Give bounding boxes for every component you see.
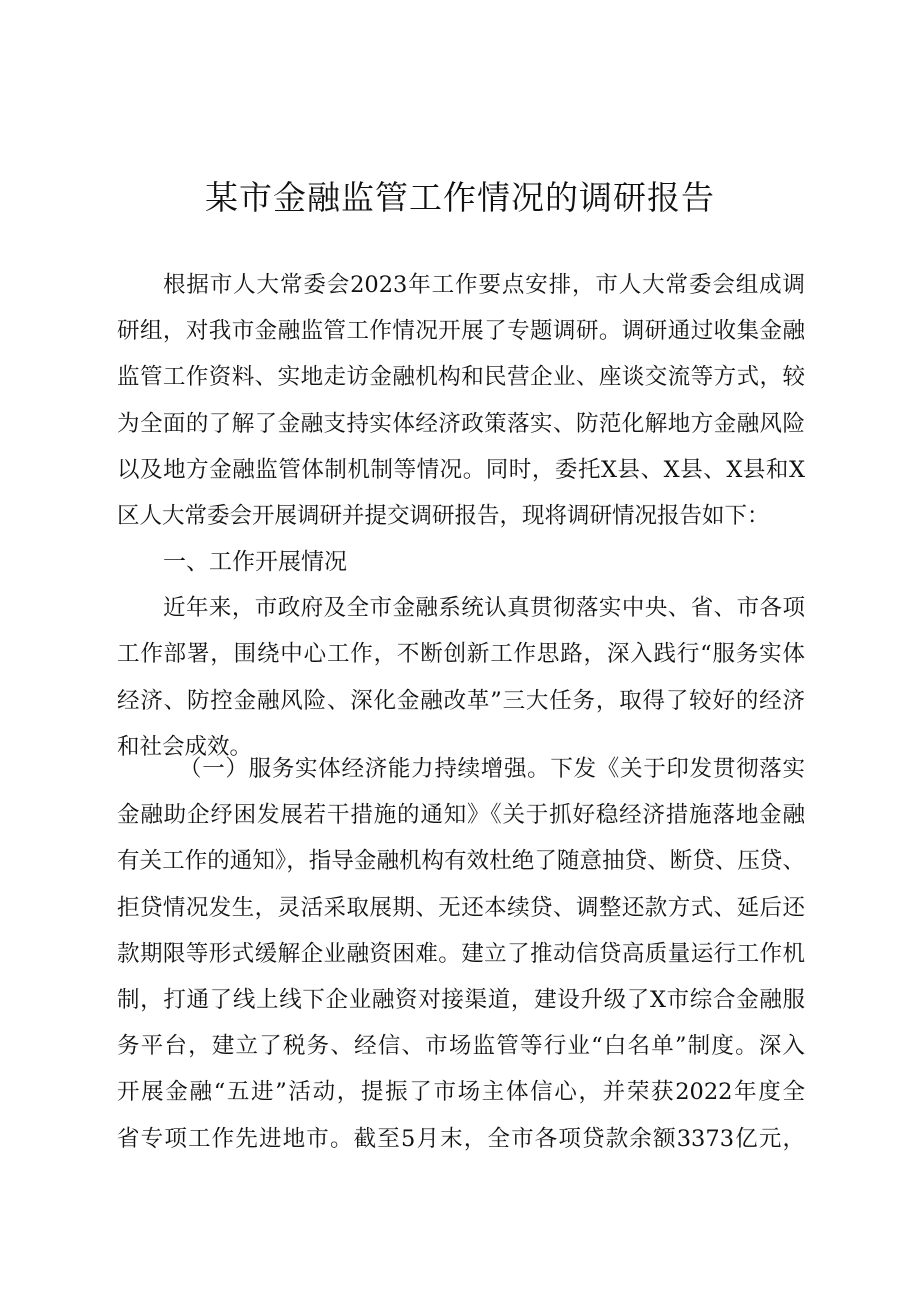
intro-line: 区人大常委会开展调研并提交调研报告，现将调研情况报告如下： bbox=[117, 502, 770, 529]
intro-line: 为全面的了解了金融支持实体经济政策落实、防范化解地方金融风险 bbox=[117, 410, 805, 437]
subsection-line: 金融助企纾困发展若干措施的通知》《关于抓好稳经济措施落地金融 bbox=[117, 802, 805, 829]
subsection-1 bbox=[117, 746, 805, 1162]
subsection-line: 省专项工作先进地市。截至5月末，全市各项贷款余额3373亿元， bbox=[117, 1125, 805, 1152]
subsection-line: （一）服务实体经济能力持续增强。下发《关于印发贯彻落实 bbox=[179, 756, 805, 782]
intro-line: 以及地方金融监管体制机制等情况。同时，委托X县、X县、X县和X bbox=[117, 456, 805, 483]
intro-line: 研组，对我市金融监管工作情况开展了专题调研。调研通过收集金融 bbox=[117, 318, 805, 345]
section-line: 近年来，市政府及全市金融系统认真贯彻落实中央、省、市各项 bbox=[163, 595, 805, 622]
section-1 bbox=[117, 539, 805, 770]
subsection-line: 拒贷情况发生，灵活采取展期、无还本续贷、调整还款方式、延后还 bbox=[117, 894, 805, 921]
subsection-line: 开展金融“五进”活动，提振了市场主体信心，并荣获2022年度全 bbox=[117, 1079, 805, 1106]
intro-paragraph bbox=[117, 262, 805, 539]
intro-line: 监管工作资料、实地走访金融机构和民营企业、座谈交流等方式，较 bbox=[117, 364, 805, 391]
section-line: 工作部署，围绕中心工作，不断创新工作思路，深入践行“服务实体 bbox=[117, 641, 805, 668]
section-line: 和社会成效。 bbox=[117, 733, 253, 760]
subsection-line: 有关工作的通知》，指导金融机构有效杜绝了随意抽贷、断贷、压贷、 bbox=[117, 848, 805, 875]
subsection-line: 制，打通了线上线下企业融资对接渠道，建设升级了X市综合金融服 bbox=[117, 986, 805, 1013]
document-title: 某市金融监管工作情况的调研报告 bbox=[205, 178, 715, 217]
section-heading: 一、工作开展情况 bbox=[163, 549, 347, 575]
subsection-line: 务平台，建立了税务、经信、市场监管等行业“白名单”制度。深入 bbox=[117, 1033, 805, 1060]
subsection-line: 款期限等形式缓解企业融资困难。建立了推动信贷高质量运行工作机 bbox=[117, 940, 805, 967]
intro-line: 根据市人大常委会2023年工作要点安排，市人大常委会组成调 bbox=[163, 272, 805, 298]
section-line: 经济、防控金融风险、深化金融改革”三大任务，取得了较好的经济 bbox=[117, 687, 805, 714]
